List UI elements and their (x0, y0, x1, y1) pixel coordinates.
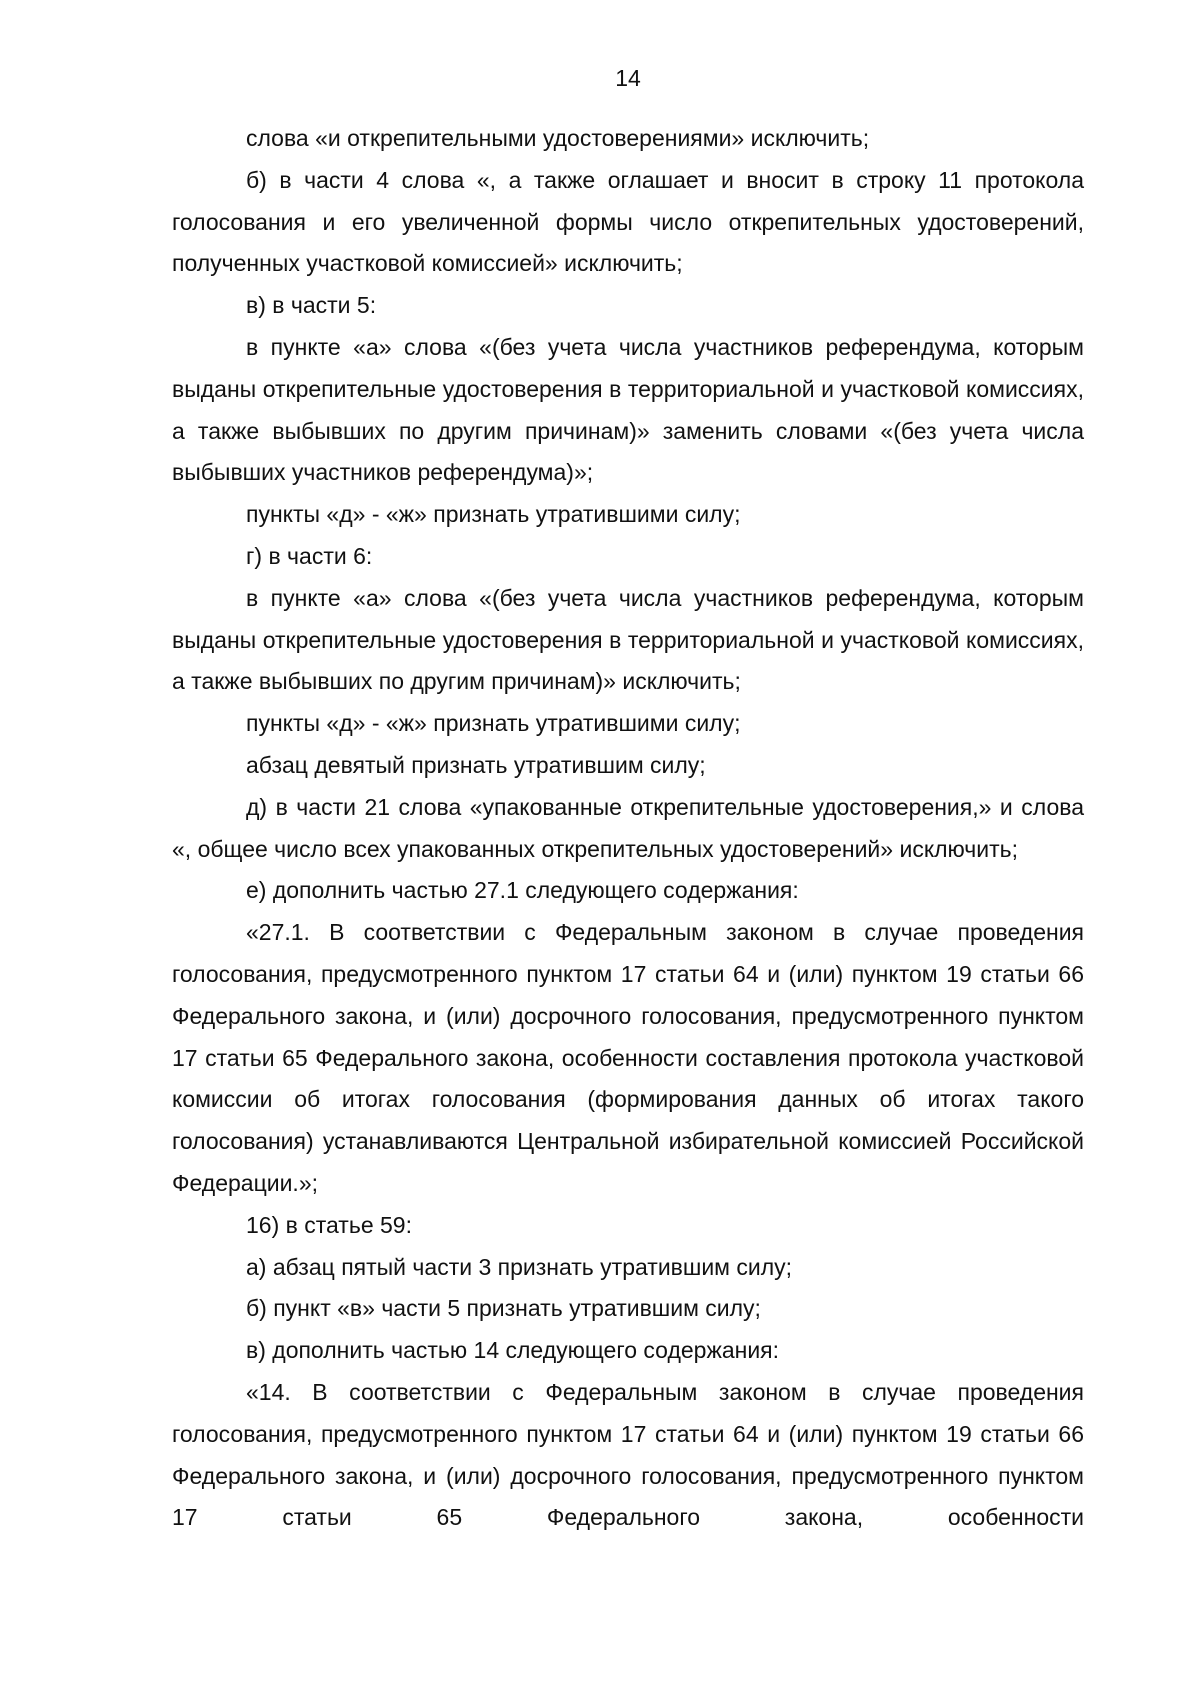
paragraph: в пункте «а» слова «(без учета числа участников референдума, которым выданы открепительные удостоверения в территориальной и участковой комиссиях, а также выбывших по другим причинам)» заменить словами «(без учета числа выбывших участников референдума)»; (172, 333, 1084, 486)
paragraph: а) абзац пятый части 3 признать утратившим силу; (246, 1253, 793, 1280)
paragraph: «27.1. В соответствии с Федеральным законом в случае проведения голосования, предусмотренного пунктом 17 статьи 64 и (или) пунктом 19 статьи 66 Федерального закона, и (или) досрочного голосования, предусмотренного пунктом 17 статьи 65 Федерального закона, особенности составления протокола участковой комиссии об итогах голосования (формирования данных об итогах такого голосования) устанавливаются Центральной избирательной комиссией Российской Федерации.»; (172, 919, 1084, 1196)
paragraph: в) в части 5: (246, 292, 377, 319)
paragraph: е) дополнить частью 27.1 следующего содержания: (246, 877, 799, 904)
paragraph: 16) в статье 59: (246, 1211, 412, 1238)
paragraph: в) дополнить частью 14 следующего содержания: (246, 1337, 780, 1364)
paragraph: пункты «д» - «ж» признать утратившими силу; (246, 501, 741, 528)
paragraph: абзац девятый признать утратившим силу; (246, 751, 706, 778)
paragraph: «14. В соответствии с Федеральным законом в случае проведения голосования, предусмотренного пунктом 17 статьи 64 и (или) пунктом 19 статьи 66 Федерального закона, и (или) досрочного голосования, предусмотренного пунктом 17 статьи 65 Федерального закона, особенности (172, 1378, 1084, 1531)
paragraph: б) пункт «в» части 5 признать утратившим силу; (246, 1295, 761, 1322)
paragraph: в пункте «а» слова «(без учета числа участников референдума, которым выданы открепительные удостоверения в территориальной и участковой комиссиях, а также выбывших по другим причинам)» исключить; (172, 584, 1084, 695)
document-body (172, 118, 1084, 1539)
paragraph: пункты «д» - «ж» признать утратившими силу; (246, 710, 741, 737)
paragraph: слова «и открепительными удостоверениями» исключить; (246, 125, 870, 151)
page-number: 14 (615, 65, 641, 91)
paragraph: д) в части 21 слова «упакованные открепительные удостоверения,» и слова «, общее число всех упакованных открепительных удостоверений» исключить; (172, 793, 1084, 862)
paragraph: б) в части 4 слова «, а также оглашает и вносит в строку 11 протокола голосования и его увеличенной формы число открепительных удостоверений, полученных участковой комиссией» исключить; (172, 166, 1084, 277)
paragraph: г) в части 6: (246, 542, 373, 569)
